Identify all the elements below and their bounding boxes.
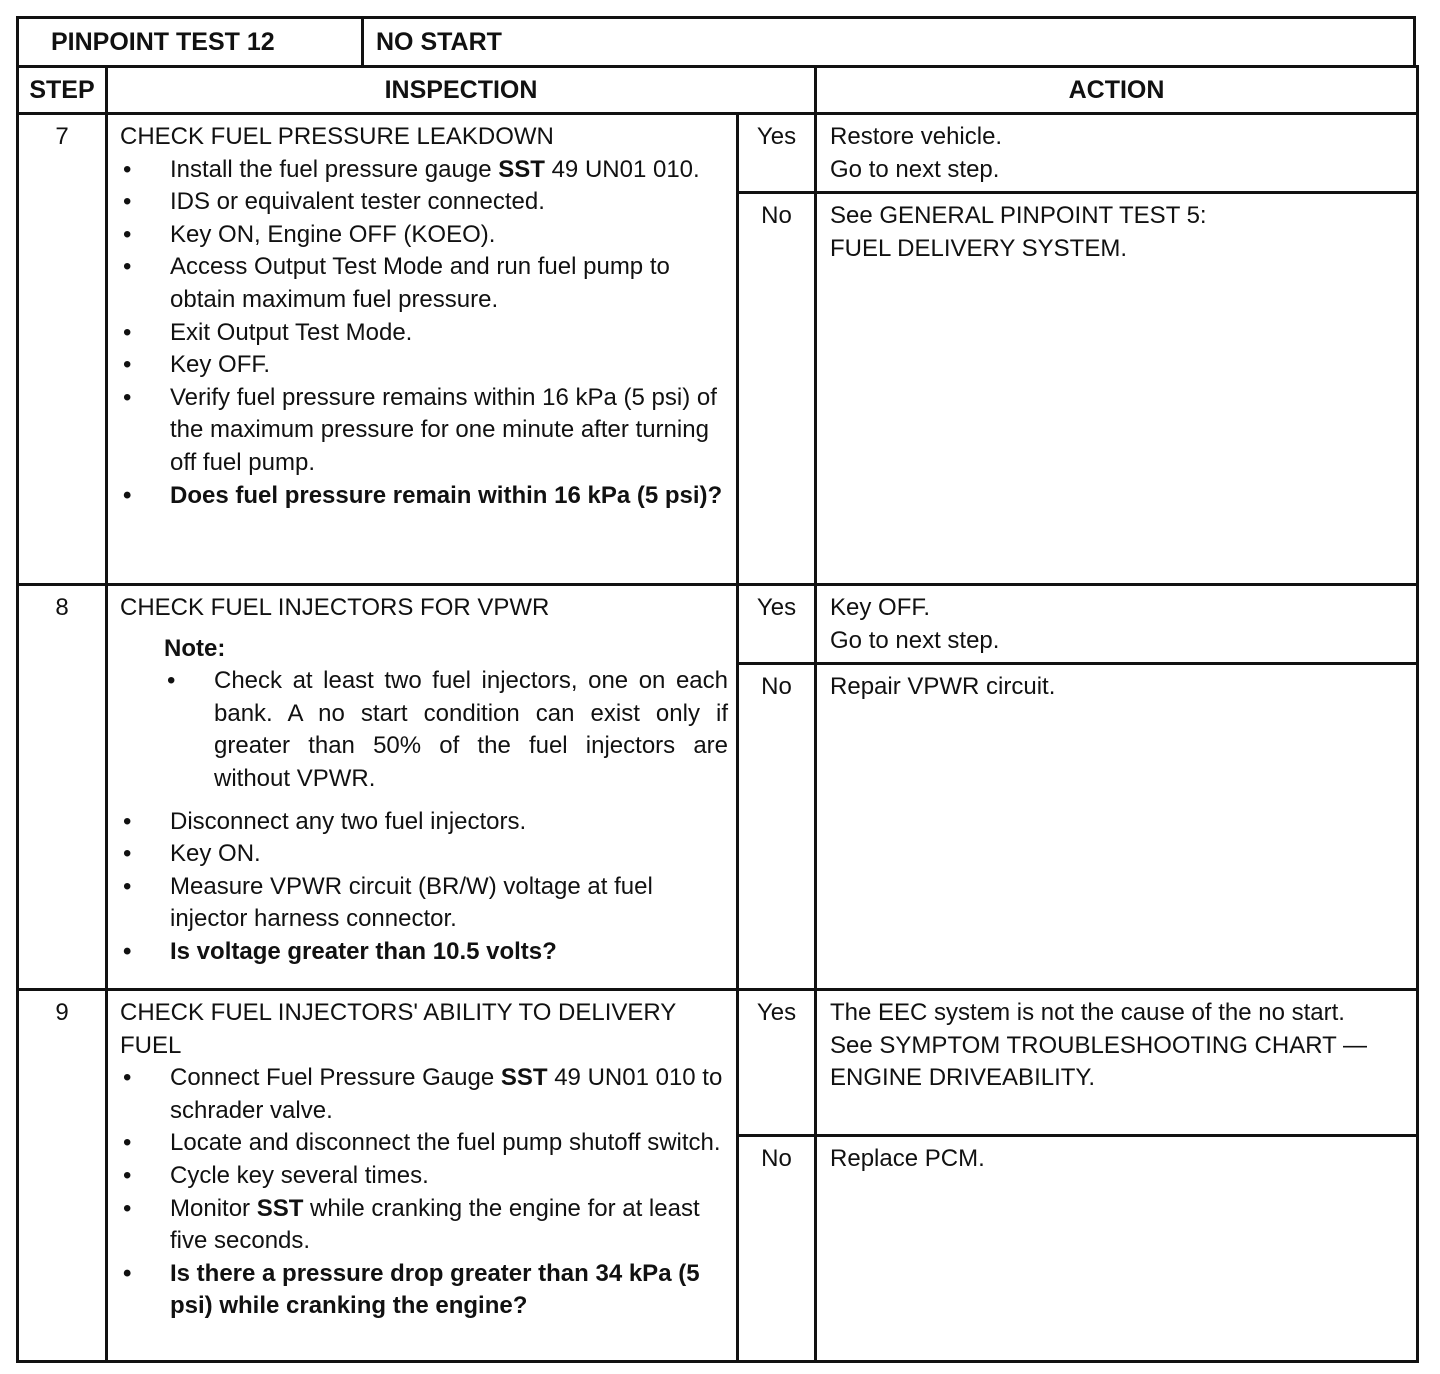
pinpoint-test-page <box>16 16 1416 1363</box>
yes-label: Yes <box>738 585 816 664</box>
yes-action: The EEC system is not the cause of the no start. See SYMPTOM TROUBLESHOOTING CHART — ENGINE DRIVEABILITY. <box>816 990 1418 1136</box>
note-block <box>164 633 728 796</box>
step-column-header: STEP <box>18 67 107 114</box>
list-item: • Key ON. <box>120 838 728 871</box>
list-item: • Measure VPWR circuit (BR/W) voltage at fuel injector harness connector. <box>120 871 728 936</box>
step-number: 8 <box>18 585 107 990</box>
list-item: • Verify fuel pressure remains within 16 kPa (5 psi) of the maximum pressure for one minute after turning off fuel pump. <box>120 382 728 480</box>
inspection-cell <box>107 990 738 1362</box>
test-header <box>16 16 1416 65</box>
list-item: • Exit Output Test Mode. <box>120 317 728 350</box>
list-item: • Key ON, Engine OFF (KOEO). <box>120 219 728 252</box>
no-label: No <box>738 193 816 585</box>
no-label: No <box>738 1136 816 1362</box>
no-action: Replace PCM. <box>816 1136 1418 1362</box>
inspection-cell <box>107 585 738 990</box>
column-header-row <box>18 67 1418 114</box>
pinpoint-table <box>16 65 1419 1363</box>
table-row <box>18 990 1418 1136</box>
list-item: • Monitor SST while cranking the engine for at least five seconds. <box>120 1193 728 1258</box>
inspection-cell <box>107 114 738 585</box>
inspection-list <box>120 154 728 513</box>
table-row <box>18 585 1418 664</box>
list-item: • Locate and disconnect the fuel pump shutoff switch. <box>120 1127 728 1160</box>
test-name: NO START <box>376 28 502 56</box>
inspection-column-header: INSPECTION <box>107 67 816 114</box>
step-number: 7 <box>18 114 107 585</box>
yes-action: Restore vehicle. Go to next step. <box>816 114 1418 193</box>
yes-label: Yes <box>738 114 816 193</box>
question-item: • Is voltage greater than 10.5 volts? <box>120 936 728 969</box>
step-title: CHECK FUEL INJECTORS FOR VPWR <box>120 594 550 621</box>
no-label: No <box>738 664 816 990</box>
question-item: • Is there a pressure drop greater than 34 kPa (5 psi) while cranking the engine? <box>120 1258 728 1323</box>
yes-label: Yes <box>738 990 816 1136</box>
list-item: • Cycle key several times. <box>120 1160 728 1193</box>
list-item: • Install the fuel pressure gauge SST 49 UN01 010. <box>120 154 728 187</box>
test-label: PINPOINT TEST 12 <box>19 19 364 65</box>
no-action: Repair VPWR circuit. <box>816 664 1418 990</box>
action-column-header: ACTION <box>816 67 1418 114</box>
step-title: CHECK FUEL INJECTORS' ABILITY TO DELIVERY FUEL <box>120 999 676 1059</box>
step-number: 9 <box>18 990 107 1362</box>
list-item: • IDS or equivalent tester connected. <box>120 186 728 219</box>
list-item: • Key OFF. <box>120 349 728 382</box>
no-action: See GENERAL PINPOINT TEST 5: FUEL DELIVERY SYSTEM. <box>816 193 1418 585</box>
yes-action: Key OFF. Go to next step. <box>816 585 1418 664</box>
step-title: CHECK FUEL PRESSURE LEAKDOWN <box>120 123 554 150</box>
inspection-list <box>120 1062 728 1323</box>
list-item: • Disconnect any two fuel injectors. <box>120 806 728 839</box>
inspection-list <box>120 806 728 969</box>
list-item: • Access Output Test Mode and run fuel pump to obtain maximum fuel pressure. <box>120 251 728 316</box>
question-item: • Does fuel pressure remain within 16 kPa (5 psi)? <box>120 480 728 513</box>
note-title: Note: <box>164 634 226 662</box>
table-row <box>18 114 1418 193</box>
list-item: • Connect Fuel Pressure Gauge SST 49 UN01 010 to schrader valve. <box>120 1062 728 1127</box>
note-item: • Check at least two fuel injectors, one on each bank. A no start condition can exist only if greater than 50% of the fuel injectors are without VPWR. <box>164 665 728 795</box>
